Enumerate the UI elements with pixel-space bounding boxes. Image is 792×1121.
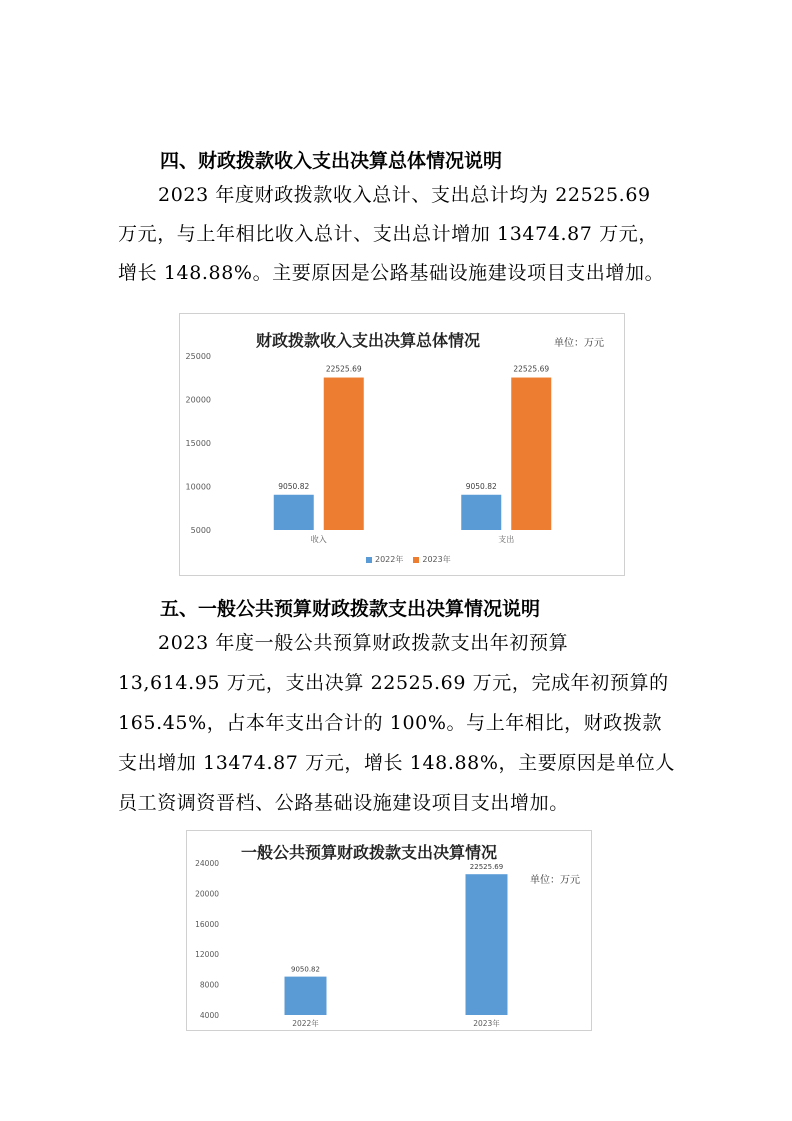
chart1-ytick: 10000 — [185, 482, 211, 492]
section4-heading: 四、财政拨款收入支出决算总体情况说明 — [160, 150, 503, 172]
chart1-bar — [511, 378, 551, 530]
chart1-category-label: 收入 — [310, 535, 327, 544]
legend-label-2023: 2023年 — [422, 555, 451, 564]
chart2-ytick: 12000 — [195, 950, 219, 960]
chart2-frame — [186, 830, 592, 1031]
section4-line-2: 万元，与上年相比收入总计、支出总计增加 13474.87 万元， — [118, 223, 658, 245]
legend-item-2022 — [366, 554, 403, 565]
chart1-frame — [179, 313, 625, 576]
chart1-data-label: 9050.82 — [465, 481, 497, 491]
chart2-title: 一般公共预算财政拨款支出决算情况 — [241, 843, 498, 862]
chart2-svg — [187, 831, 593, 1032]
chart1-bar — [274, 495, 314, 530]
chart1-data-label: 22525.69 — [513, 364, 550, 374]
chart1-data-label: 22525.69 — [325, 364, 362, 374]
chart2-ytick: 20000 — [195, 889, 219, 899]
chart1-unit: 单位：万元 — [554, 338, 604, 349]
chart2-bar — [466, 874, 508, 1015]
chart1-ytick: 5000 — [190, 526, 211, 535]
section4-line-3: 增长 148.88%。主要原因是公路基础设施建设项目支出增加。 — [118, 262, 665, 284]
chart1-title: 财政拨款收入支出决算总体情况 — [256, 331, 481, 350]
section5-line-5: 员工资调资晋档、公路基础设施建设项目支出增加。 — [118, 792, 569, 814]
chart1-data-label: 9050.82 — [278, 481, 310, 491]
chart1-legend — [366, 554, 451, 565]
chart2-ytick: 4000 — [199, 1011, 219, 1020]
section5-line-2: 13,614.95 万元，支出决算 22525.69 万元，完成年初预算的 — [118, 672, 669, 694]
chart2-ytick: 24000 — [195, 859, 219, 868]
chart1-ytick: 20000 — [185, 395, 211, 405]
legend-swatch-2023 — [413, 557, 419, 563]
chart2-category-label: 2023年 — [473, 1019, 500, 1028]
chart1-ytick: 25000 — [185, 352, 211, 361]
chart2-unit: 单位：万元 — [530, 875, 580, 886]
chart2-ytick: 8000 — [199, 980, 219, 990]
chart2-category-label: 2022年 — [292, 1019, 319, 1028]
section5-line-1: 2023 年度一般公共预算财政拨款支出年初预算 — [158, 632, 569, 654]
chart2-bar — [285, 977, 327, 1015]
section4-line-1: 2023 年度财政拨款收入总计、支出总计均为 22525.69 — [158, 184, 651, 206]
legend-item-2023 — [413, 554, 450, 565]
chart2-ytick: 16000 — [195, 919, 219, 929]
chart1-ytick: 15000 — [185, 439, 211, 448]
chart2-data-label: 22525.69 — [469, 863, 504, 872]
section5-line-4: 支出增加 13474.87 万元，增长 148.88%，主要原因是单位人 — [118, 752, 675, 774]
legend-label-2022: 2022年 — [375, 555, 404, 564]
legend-swatch-2022 — [366, 557, 372, 563]
chart1-bar — [461, 495, 501, 530]
chart2-data-label: 9050.82 — [291, 965, 320, 974]
chart1-bar — [324, 378, 364, 530]
chart1-category-label: 支出 — [498, 535, 515, 544]
section5-heading: 五、一般公共预算财政拨款支出决算情况说明 — [160, 598, 541, 620]
chart1-svg — [180, 314, 626, 577]
section5-line-3: 165.45%，占本年支出合计的 100%。与上年相比，财政拨款 — [118, 712, 663, 734]
